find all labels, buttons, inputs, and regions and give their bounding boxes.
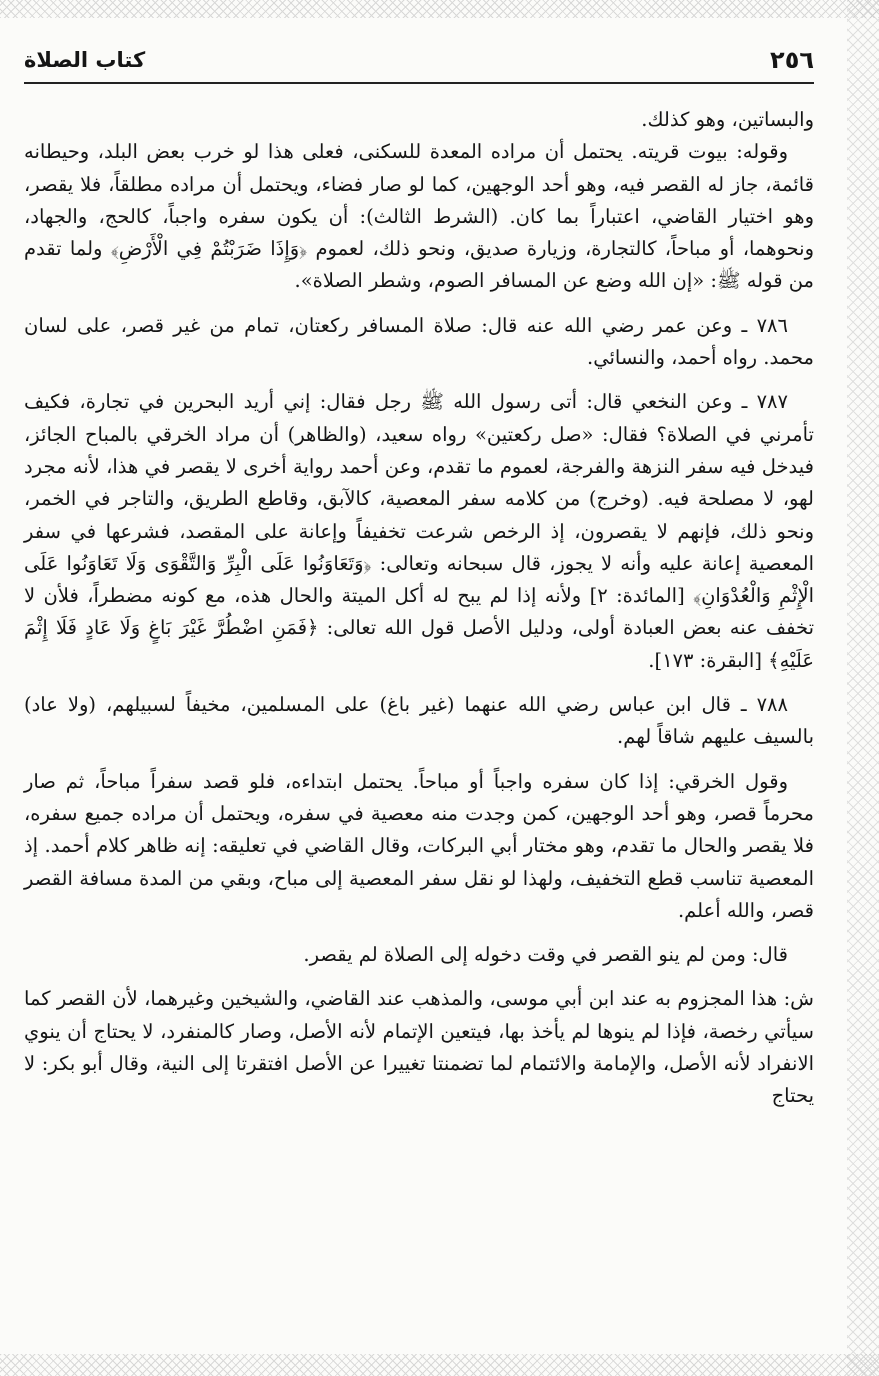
running-title: كتاب الصلاة (24, 48, 146, 72)
right-margin-ornament (847, 0, 879, 1376)
page-content (24, 38, 814, 1113)
paragraph-matn: قال: ومن لم ينو القصر في وقت دخوله إلى الصلاة لم يقصر. (303, 943, 788, 967)
paragraph-gap (24, 677, 814, 689)
paragraph-continuation: والبساتين، وهو كذلك. (641, 108, 814, 131)
body-text (24, 104, 814, 1113)
page-header (24, 38, 814, 84)
paragraph-hadith-788: ٧٨٨ ـ قال ابن عباس رضي الله عنهما (غير باغ) على المسلمين، مخيفاً لسبيلهم، (ولا عاد) بالسيف عليهم شاقاً لهم. (24, 693, 814, 749)
paragraph-khiraqi-statement: وقول الخرقي: إذا كان سفره واجباً أو مباحاً. يحتمل ابتداءه، فلو قصد سفراً مباحاً، ثم صار محرماً قصر، وهو أحد الوجهين، كمن وجدت منه معصية في سفره، ويحتمل أن مراده جميع سفره، فلا يقصر والحال ما تقدم، وهو مختار أبي البركات، وقال القاضي في تعليقه: إنه ظاهر كلام أحمد. إذ المعصية تناسب قطع التخفيف، ولهذا لو نقل سفر المعصية إلى مباح، وبقي من المدة مسافة القصر قصر، والله أعلم. (24, 769, 814, 922)
paragraph-hadith-787: ٧٨٧ ـ وعن النخعي قال: أتى رسول الله ﷺ رجل فقال: إني أريد البحرين في تجارة، فكيف تأمرني في الصلاة؟ فقال: «صل ركعتين» رواه سعيد، (والظاهر) أن مراد الخرقي بالمباح الجائز، فيدخل فيه سفر النزهة والفرجة، لعموم ما تقدم، وعن أحمد رواية أخرى لا يقصر في هذا، لأنه مجرد لهو، لا مصلحة فيه. (وخرج) من كلامه سفر المعصية، كالآبق، وقاطع الطريق، والتاجر في الخمر، ونحو ذلك، فإنهم لا يقصرون، إذ الرخص شرعت تخفيفاً وإعانة على المقصد، فشرعها في سفر المعصية إعانة عليه وأنه لا يجوز، قال سبحانه وتعالى: ﴿وَتَعَاوَنُوا عَلَى الْبِرِّ وَالتَّقْوَى وَلَا تَعَاوَنُوا عَلَى الْإِثْمِ وَالْعُدْوَانِ﴾ [المائدة: ٢] ولأنه إذا لم يبح له أكل الميتة والحال هذه، مع كونه مضطراً، فلأن لا تخفف عنه بعض العبادة أولى، ودليل الأصل قول الله تعالى: ﴿فَمَنِ اضْطُرَّ غَيْرَ بَاغٍ وَلَا عَادٍ فَلَا إِثْمَ عَلَيْهِ﴾ [البقرة: ١٧٣]. (24, 390, 814, 672)
bottom-border-ornament (0, 1354, 879, 1376)
top-border-ornament (0, 0, 879, 18)
paragraph-sharh: ش: هذا المجزوم به عند ابن أبي موسى، والمذهب عند القاضي، والشيخين وغيرهما، لأن القصر كما سيأتي رخصة، فإذا لم ينوها لم يأخذ بها، فيتعين الإتمام لأنه الأصل، وصار كالمنفرد، لا يحتاج أن ينوي الانفراد لأنه الأصل، والإمامة والائتمام لما تضمنتا تغييرا عن الأصل افتقرتا إلى النية، وقال أبو بكر: لا يحتاج (24, 987, 814, 1108)
paragraph-commentary-qawluh: وقوله: بيوت قريته. يحتمل أن مراده المعدة للسكنى، فعلى هذا لو خرب بعض البلد، وحيطانه قائمة، جاز له القصر فيه، وهو أحد الوجهين، كما لو صار فضاء، ويحتمل أن مراده مطلقاً، فلا يقصر، وهو اختيار القاضي، اعتباراً بما كان. (الشرط الثالث): أن يكون سفره واجباً، كالحج، والجهاد، ونحوهما، أو مباحاً، كالتجارة، وزيارة صديق، ونحو ذلك، لعموم ﴿وَإِذَا ضَرَبْتُمْ فِي الْأَرْضِ﴾ ولما تقدم من قوله ﷺ: «إن الله وضع عن المسافر الصوم، وشطر الصلاة». (24, 140, 814, 293)
paragraph-hadith-786: ٧٨٦ ـ وعن عمر رضي الله عنه قال: صلاة المسافر ركعتان، تمام من غير قصر، على لسان محمد. رواه أحمد، والنسائي. (24, 313, 814, 370)
paragraph-gap (24, 971, 814, 983)
page-number: ٢٥٦ (770, 46, 814, 74)
paragraph-gap (24, 927, 814, 939)
paragraph-gap (24, 374, 814, 386)
paragraph-gap (24, 298, 814, 310)
paragraph-gap (24, 754, 814, 766)
